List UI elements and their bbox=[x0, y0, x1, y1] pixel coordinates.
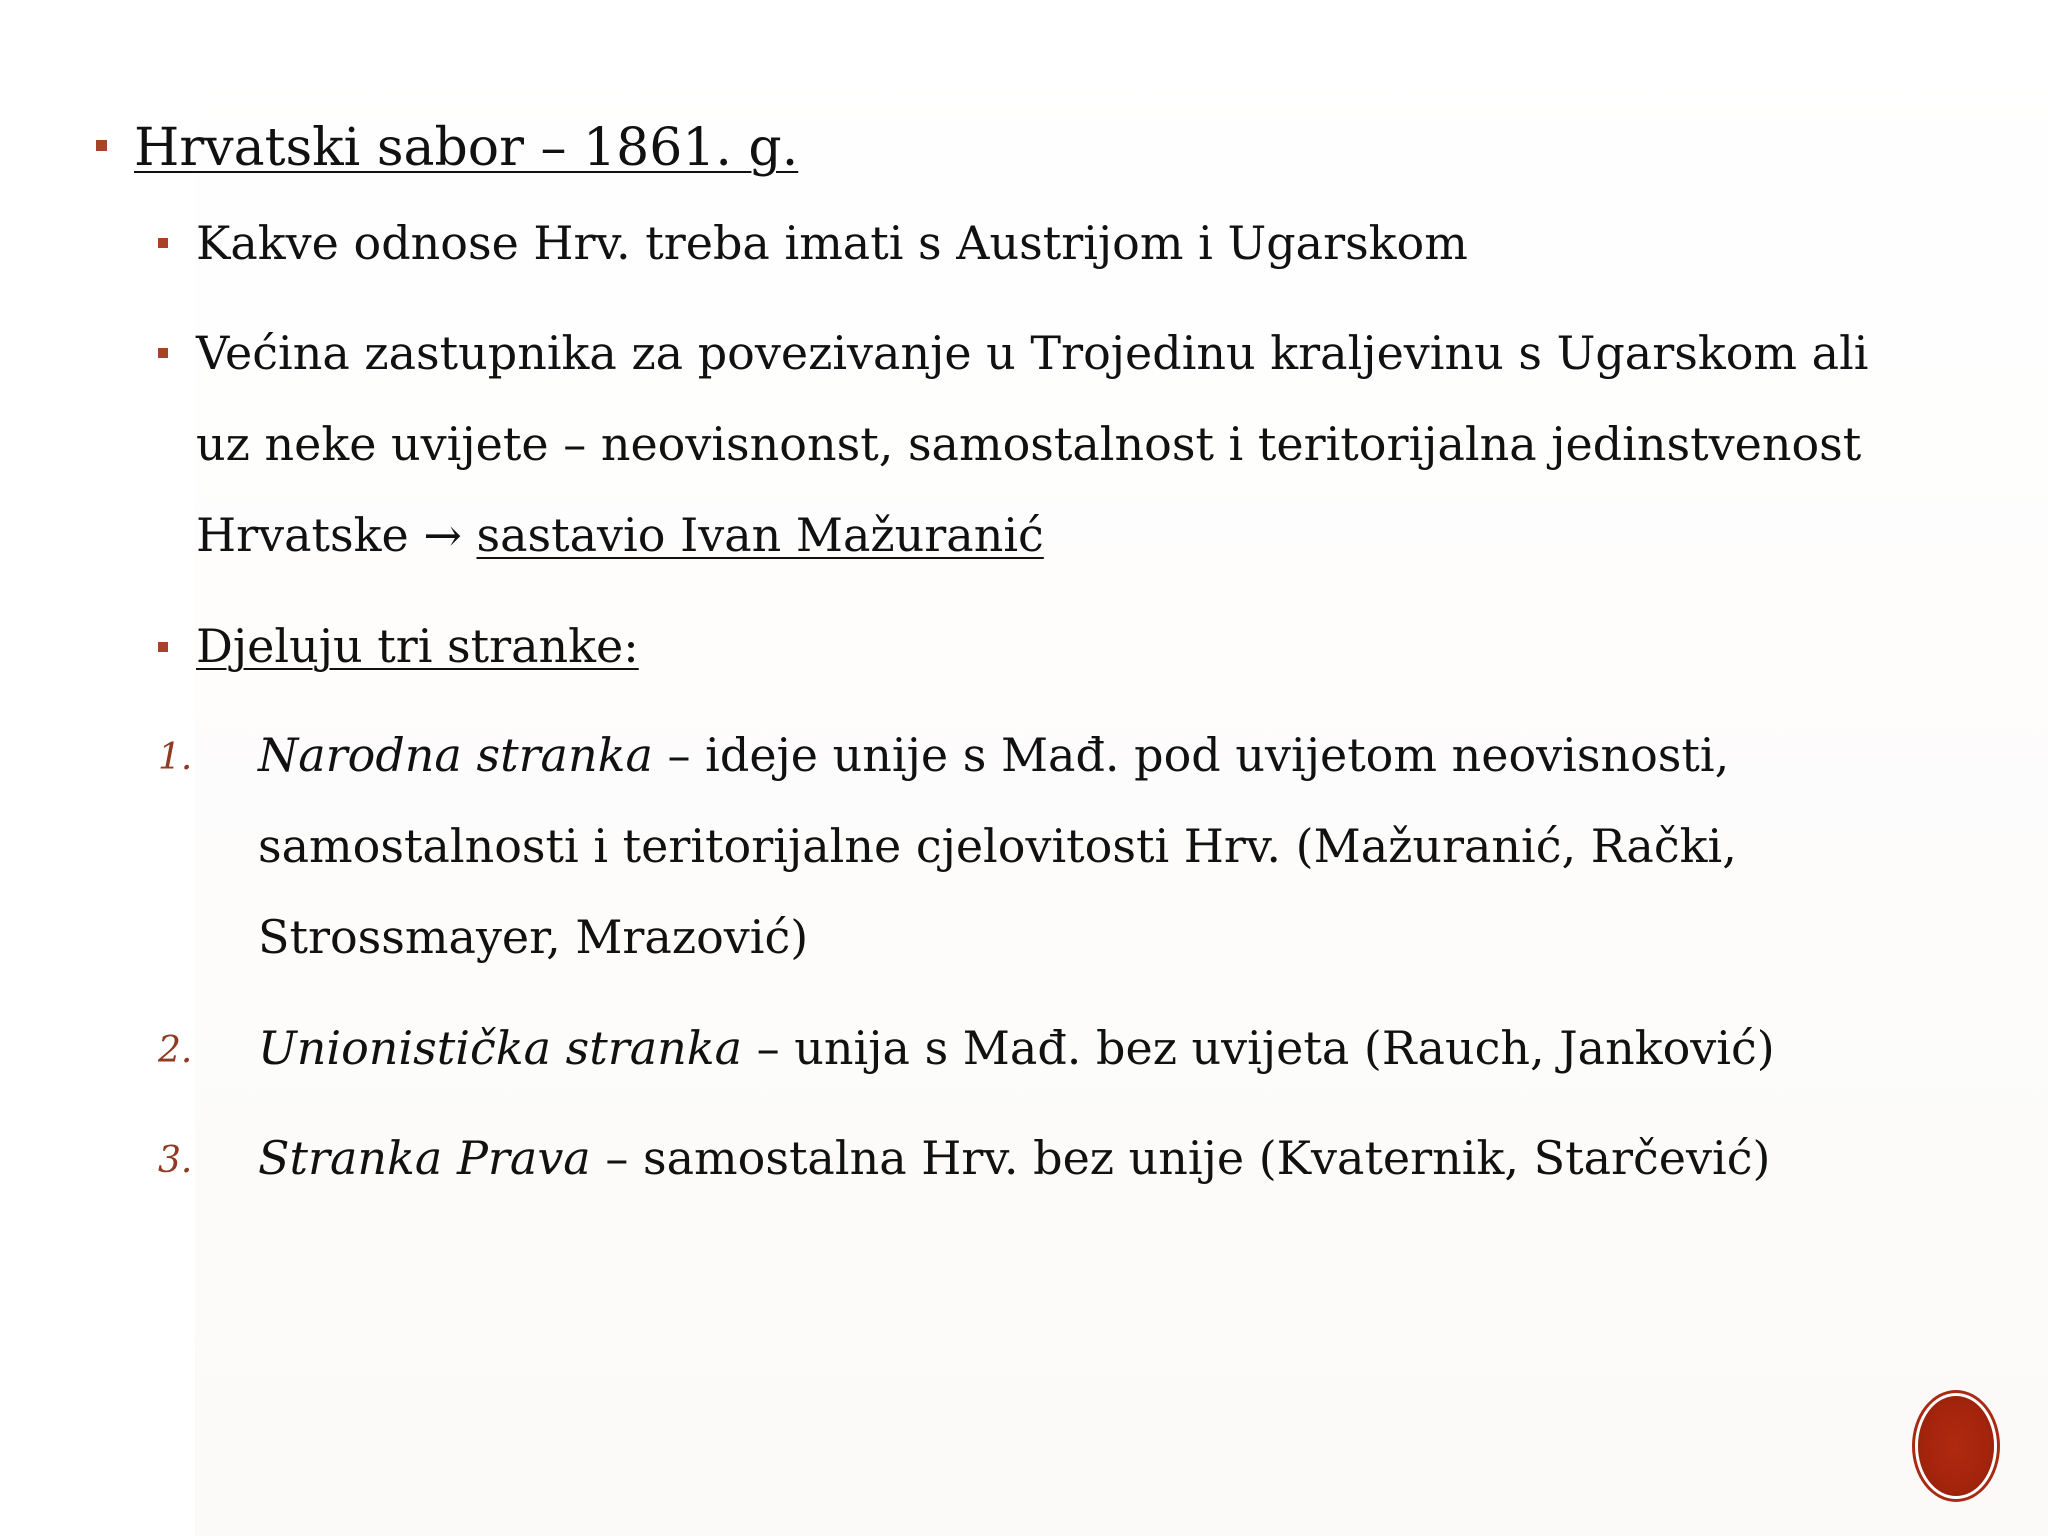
seal-icon bbox=[1918, 1396, 1994, 1496]
party-name: Narodna stranka bbox=[258, 728, 653, 782]
party-description: – samostalna Hrv. bez unije (Kvaternik, Starčević) bbox=[590, 1131, 1771, 1185]
bullet-square-icon bbox=[158, 642, 168, 652]
party-name: Stranka Prava bbox=[258, 1131, 591, 1185]
bullet-text-line-3 bbox=[196, 508, 1044, 562]
bullet-text: Kakve odnose Hrv. treba imati s Austrijom i Ugarskom bbox=[196, 216, 1468, 270]
bullet-text: Djeluju tri stranke: bbox=[196, 619, 639, 673]
bullet-square-icon bbox=[158, 348, 168, 358]
party-description: – unija s Mađ. bez uvijeta (Rauch, Janković) bbox=[742, 1021, 1775, 1075]
list-number: 2. bbox=[158, 1030, 193, 1071]
party-line-1 bbox=[258, 728, 1730, 782]
heading-title: Hrvatski sabor – 1861. g. bbox=[134, 118, 799, 178]
party-line-3: Strossmayer, Mrazović) bbox=[258, 910, 809, 964]
bullet-square-icon bbox=[158, 238, 168, 248]
party-line-1 bbox=[258, 1021, 1775, 1075]
bullet-text-line-1: Većina zastupnika za povezivanje u Trojedinu kraljevinu s Ugarskom ali bbox=[196, 326, 1869, 380]
party-line-1 bbox=[258, 1131, 1771, 1185]
list-number: 3. bbox=[158, 1140, 193, 1181]
bullet-square-icon bbox=[96, 140, 107, 151]
party-line-2: samostalnosti i teritorijalne cjelovitosti Hrv. (Mažuranić, Rački, bbox=[258, 819, 1737, 873]
list-number: 1. bbox=[158, 737, 193, 778]
party-description: – ideje unije s Mađ. pod uvijetom neovisnosti, bbox=[652, 728, 1730, 782]
bullet-text-underlined: sastavio Ivan Mažuranić bbox=[476, 508, 1044, 562]
bullet-text-plain: Hrvatske → bbox=[196, 508, 477, 562]
party-name: Unionistička stranka bbox=[258, 1021, 743, 1075]
bullet-text-line-2: uz neke uvijete – neovisnonst, samostalnost i teritorijalna jedinstvenost bbox=[196, 417, 1862, 471]
